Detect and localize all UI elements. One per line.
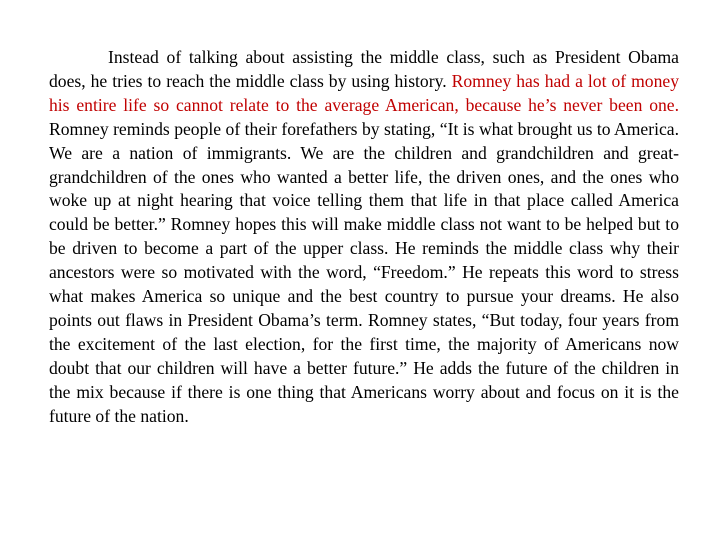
paragraph-text-start: Instead of talking about assisting the middle class, such as President Obama does, he tries to reach the middle class by using history. xyxy=(49,47,679,91)
body-paragraph xyxy=(49,46,679,429)
highlighted-sentence: Romney has had a lot of money his entire life so cannot relate to the average American, because he’s never been one. xyxy=(49,70,679,115)
paragraph-text-end: Romney reminds people of their forefathers by stating, “It is what brought us to America. We are a nation of immigrants. We are the children and grandchildren and great-grandchildren of the ones who wanted a better life, the driven ones, and the ones who woke up at night hearing that voice telling them that life in that place called America could be better.” Romney hopes this will make middle class not want to be helped but to be driven to become a part of the upper class. He reminds the middle class why their ancestors were so motivated with the word, “Freedom.” He repeats this word to stress what makes America so unique and the best country to pursue your dreams. He also points out flaws in President Obama’s term. Romney states, “But today, four years from the excitement of the last election, for the first time, the majority of Americans now doubt that our children will have a better future.” He adds the future of the children in the mix because if there is one thing that Americans worry about and focus on it is the future of the nation. xyxy=(49,118,679,426)
